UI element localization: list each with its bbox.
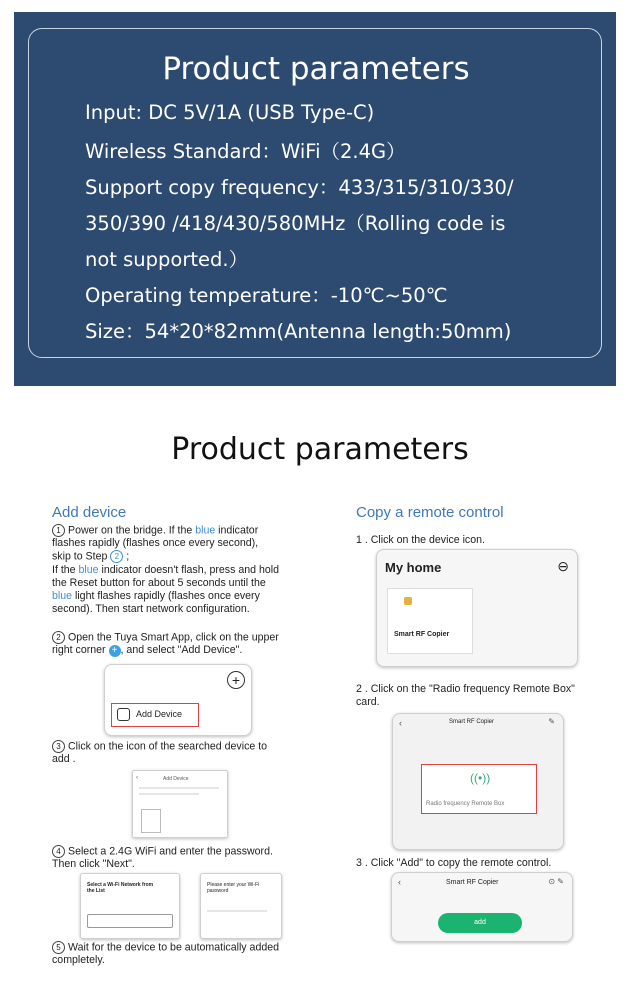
rf-remote-box-card[interactable]: ((•)) Radio frequency Remote Box: [421, 764, 537, 814]
device-icon: [117, 708, 130, 721]
add-device-heading: Add device: [52, 504, 127, 521]
my-home-title: My home: [385, 560, 442, 575]
plus-icon: +: [109, 645, 121, 657]
add-device-step3: 3 Click on the icon of the searched device to add .: [52, 740, 268, 766]
edit-icon[interactable]: ✎: [548, 717, 555, 726]
rf-copier-screenshot: ‹ Smart RF Copier ✎ ((•)) Radio frequency Remote Box: [392, 713, 564, 850]
add-device-step1: 1 Power on the bridge. If the blue indicator flashes rapidly (flashes once every second), skip to Step 2 ; If the blue indicator doesn't flash, press and hold the Reset button for about 5 seconds until the blue light flashes rapidly (flashes once every second). Then start network configuration.: [52, 524, 279, 615]
copy-step3: 3 . Click "Add" to copy the remote control.: [356, 857, 552, 869]
param-frequency-3: not supported.）: [85, 248, 249, 271]
param-size: Size：54*20*82mm(Antenna length:50mm): [85, 320, 512, 343]
panel-title: Product parameters: [162, 51, 470, 87]
wifi-input[interactable]: [87, 914, 173, 928]
menu-icon[interactable]: ⊖: [557, 558, 569, 574]
add-plus-icon[interactable]: +: [227, 671, 245, 689]
my-home-screenshot: [376, 549, 578, 667]
searched-device-icon[interactable]: [141, 809, 161, 833]
add-device-step5: 5 Wait for the device to be automatically added completely.: [52, 941, 280, 967]
section-title: Product parameters: [171, 432, 469, 467]
add-device-menu-screenshot: [104, 664, 252, 736]
add-device-step4: 4 Select a 2.4G WiFi and enter the password. Then click "Next".: [52, 845, 273, 871]
add-remote-screenshot: ‹ Smart RF Copier ⊙ ✎ add: [391, 872, 573, 942]
param-wireless: Wireless Standard：WiFi（2.4G）: [85, 140, 406, 163]
add-device-step2: 2 Open the Tuya Smart App, click on the upper right corner + , and select "Add Device".: [52, 631, 279, 657]
param-frequency-1: Support copy frequency：433/315/310/330/: [85, 176, 514, 199]
wifi-password-screenshot: Please enter your Wi-Fi password: [200, 873, 282, 939]
parameters-frame: [28, 28, 602, 358]
search-device-screenshot: ‹ Add Device: [132, 770, 228, 838]
param-input: Input: DC 5V/1A (USB Type-C): [85, 101, 375, 124]
add-button[interactable]: add: [438, 913, 522, 933]
copy-step2: 2 . Click on the "Radio frequency Remote Box" card.: [356, 683, 575, 708]
param-frequency-2: 350/390 /418/430/580MHz（Rolling code is: [85, 212, 506, 235]
product-parameters-panel: [14, 12, 616, 386]
step-number: 1: [52, 524, 65, 537]
settings-icon[interactable]: ⊙ ✎: [548, 877, 564, 886]
device-thumbnail-icon: [404, 597, 412, 605]
add-device-menu-item[interactable]: Add Device: [111, 703, 199, 727]
copy-step1: 1 . Click on the device icon.: [356, 534, 485, 546]
copy-remote-heading: Copy a remote control: [356, 504, 504, 521]
param-temperature: Operating temperature：-10℃~50℃: [85, 284, 448, 307]
signal-icon: ((•)): [470, 771, 491, 785]
wifi-select-screenshot: Select a Wi-Fi Network from the List: [80, 873, 180, 939]
device-tile[interactable]: Smart RF Copier: [387, 588, 473, 654]
